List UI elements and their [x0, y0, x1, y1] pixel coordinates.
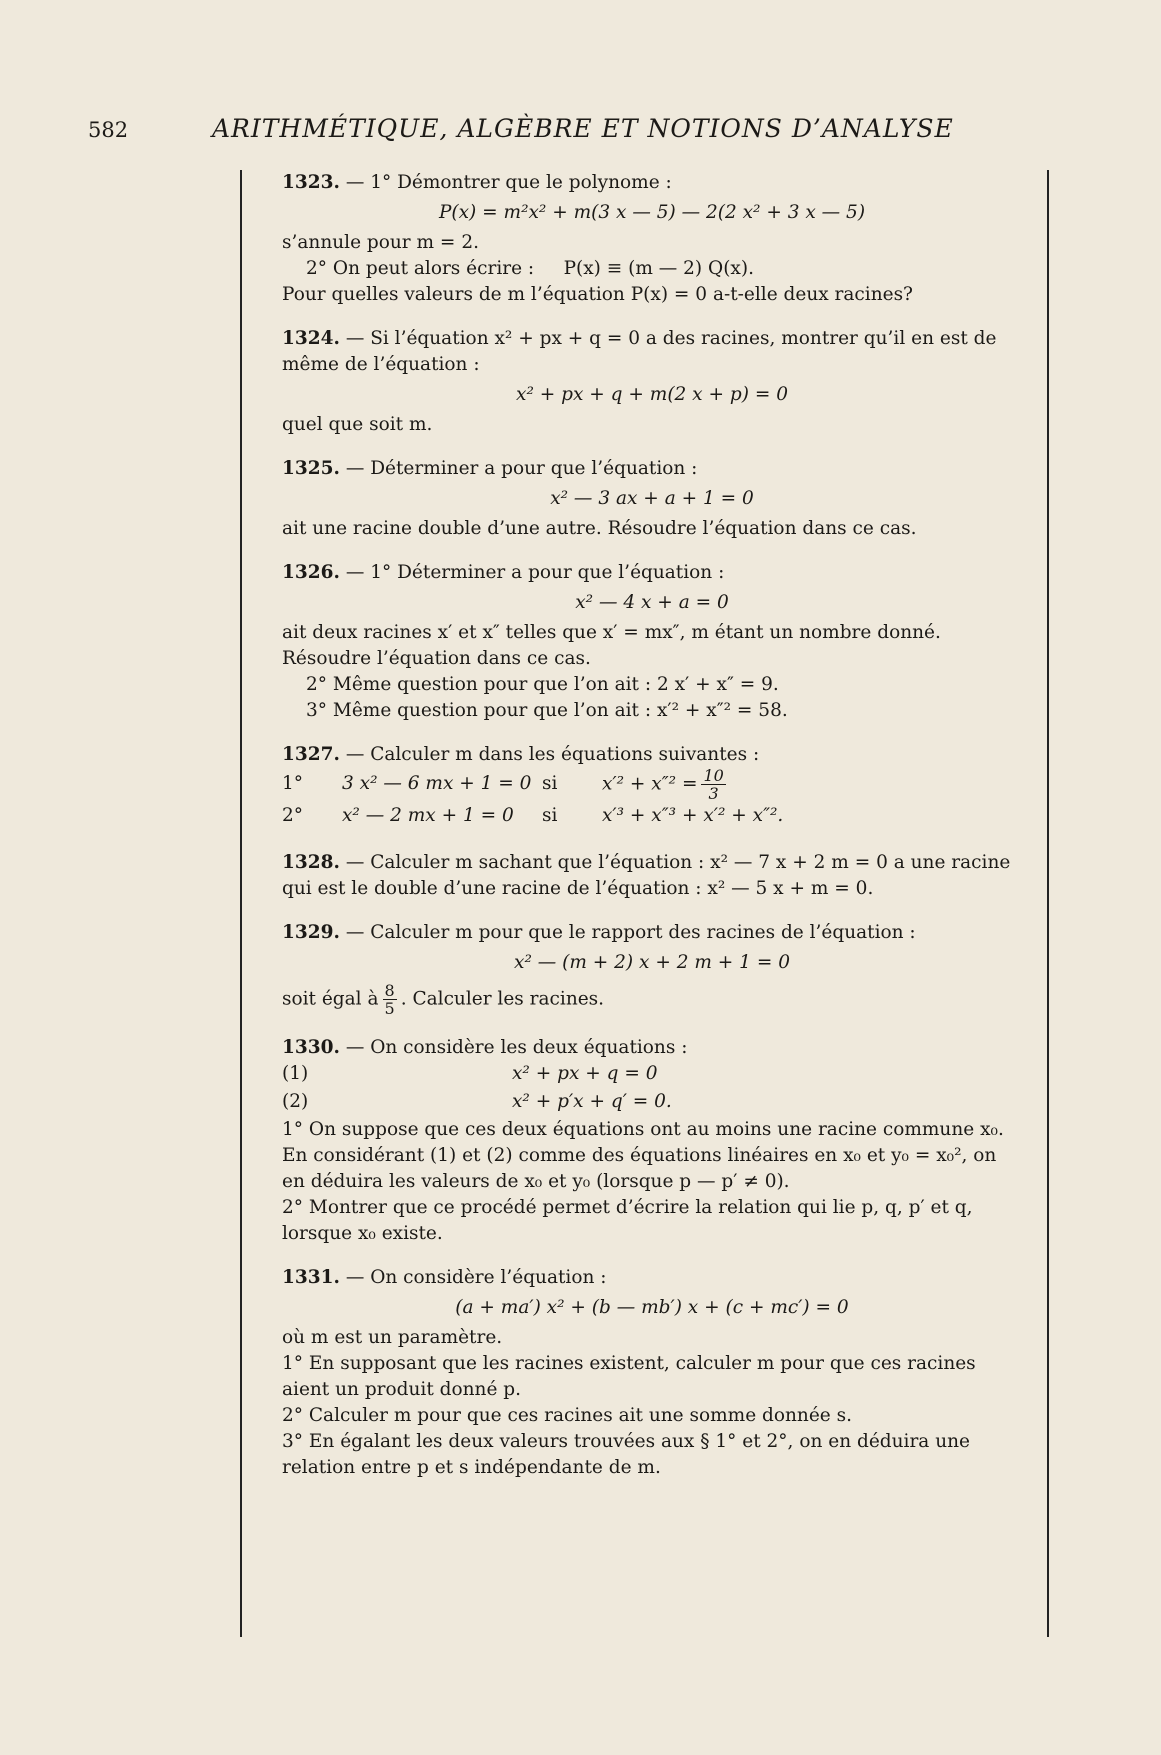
equation-row — [282, 765, 1022, 803]
exercise-number: 1327. — [282, 744, 340, 765]
row-label: 2° — [282, 805, 304, 826]
exercise-text: soit égal à — [282, 988, 379, 1010]
exercise-text: — On considère l’équation : — [339, 1267, 607, 1288]
equation: x² + p′x + q′ = 0. — [512, 1091, 672, 1112]
equation-row — [282, 800, 1022, 832]
fraction — [383, 982, 397, 1017]
exercise-text: — Calculer m pour que le rapport des racines de l’équation : — [339, 922, 916, 943]
exercise-1330 — [282, 1035, 1022, 1247]
exercise-text: 2° On peut alors écrire : P(x) ≡ (m — 2) Q(x). — [306, 258, 754, 279]
equation: x² + px + q + m(2 x + p) = 0 — [516, 384, 788, 405]
fraction-denominator: 5 — [384, 999, 395, 1018]
condition-word: si — [542, 805, 558, 826]
exercise-number: 1323. — [282, 172, 340, 193]
equation: (a + ma′) x² + (b — mb′) x + (c + mc′) = 0 — [455, 1297, 849, 1318]
exercise-text: — Si l’équation x² + px + q = 0 a des racines, montrer qu’il en est de même de l’équation : — [282, 328, 997, 375]
exercise-1327 — [282, 742, 1022, 832]
exercise-number: 1326. — [282, 562, 340, 583]
equation: x² — (m + 2) x + 2 m + 1 = 0 — [514, 952, 790, 973]
exercise-number: 1328. — [282, 852, 340, 873]
exercise-text: 2° Montrer que ce procédé permet d’écrire la relation qui lie p, q, p′ et q, lorsque x₀ existe. — [282, 1197, 973, 1244]
running-title: ARITHMÉTIQUE, ALGÈBRE ET NOTIONS D’ANALYSE — [212, 114, 954, 143]
condition-word: si — [542, 773, 558, 794]
exercise-1329 — [282, 920, 1022, 1017]
exercise-text: s’annule pour m = 2. — [282, 232, 479, 253]
equation: P(x) = m²x² + m(3 x — 5) — 2(2 x² + 3 x — 5) — [438, 202, 866, 223]
condition — [602, 767, 730, 802]
exercise-1324 — [282, 326, 1022, 438]
equation: 3 x² — 6 mx + 1 = 0 — [342, 773, 532, 794]
exercise-number: 1324. — [282, 328, 340, 349]
exercise-number: 1331. — [282, 1267, 340, 1288]
system-row — [282, 1089, 1022, 1117]
row-label: 1° — [282, 773, 304, 794]
exercise-1326 — [282, 560, 1022, 724]
exercise-text: — 1° Déterminer a pour que l’équation : — [339, 562, 725, 583]
fraction — [701, 767, 725, 802]
exercise-text: — 1° Démontrer que le polynome : — [339, 172, 672, 193]
exercise-text: — Calculer m sachant que l’équation : x² — 7 x + 2 m = 0 a une racine qui est le double d’une racine de l’équation : x² — 5 x + m = 0. — [282, 852, 1011, 899]
condition-expression: x′³ + x″³ + x′² + x″². — [602, 805, 784, 826]
exercise-number: 1329. — [282, 922, 340, 943]
exercise-text: 3° En égalant les deux valeurs trouvées aux § 1° et 2°, on en déduira une relation entre p et s indépendante de m. — [282, 1431, 970, 1478]
equation: x² + px + q = 0 — [512, 1063, 658, 1084]
fraction-numerator: 8 — [384, 981, 395, 1000]
system-row — [282, 1061, 1022, 1089]
exercise-1331 — [282, 1265, 1022, 1481]
equation-label: (1) — [282, 1063, 309, 1084]
exercise-text: 1° En supposant que les racines existent, calculer m pour que ces racines aient un produit donné p. — [282, 1353, 976, 1400]
exercise-text: 3° Même question pour que l’on ait : x′² + x″² = 58. — [306, 700, 788, 721]
equation-label: (2) — [282, 1091, 309, 1112]
exercise-text: ait deux racines x′ et x″ telles que x′ = mx″, m étant un nombre donné. Résoudre l’équation dans ce cas. — [282, 622, 941, 669]
exercise-text: 2° Calculer m pour que ces racines ait une somme donnée s. — [282, 1405, 852, 1426]
exercise-text: En considérant (1) et (2) comme des équations linéaires en x₀ et y₀ = x₀², on en déduira les valeurs de x₀ et y₀ (lorsque p — p′ ≠ 0). — [282, 1145, 997, 1192]
exercise-1328 — [282, 850, 1022, 902]
exercise-text: où m est un paramètre. — [282, 1327, 503, 1348]
fraction-denominator: 3 — [708, 783, 719, 803]
exercise-text: — Calculer m dans les équations suivantes : — [339, 744, 760, 765]
exercise-text: ait une racine double d’une autre. Résoudre l’équation dans ce cas. — [282, 518, 917, 539]
equation: x² — 4 x + a = 0 — [575, 592, 729, 613]
equation: x² — 3 ax + a + 1 = 0 — [550, 488, 754, 509]
condition-expression: x′² + x″² = — [602, 773, 698, 794]
exercise-1325 — [282, 456, 1022, 542]
exercise-text: quel que soit m. — [282, 414, 433, 435]
exercise-text: 2° Même question pour que l’on ait : 2 x′ + x″ = 9. — [306, 674, 779, 695]
page-number: 582 — [88, 118, 129, 142]
exercise-number: 1330. — [282, 1037, 340, 1058]
exercise-text: — Déterminer a pour que l’équation : — [339, 458, 698, 479]
exercise-text: Pour quelles valeurs de m l’équation P(x) = 0 a-t-elle deux racines? — [282, 284, 913, 305]
exercise-text: — On considère les deux équations : — [339, 1037, 688, 1058]
equation: x² — 2 mx + 1 = 0 — [342, 805, 514, 826]
exercise-number: 1325. — [282, 458, 340, 479]
fraction-numerator: 10 — [703, 765, 724, 785]
exercise-1323 — [282, 170, 1022, 308]
exercise-list — [282, 170, 1022, 1499]
exercise-text: 1° On suppose que ces deux équations ont au moins une racine commune x₀. — [282, 1119, 1004, 1140]
exercise-text: . Calculer les racines. — [400, 988, 605, 1010]
